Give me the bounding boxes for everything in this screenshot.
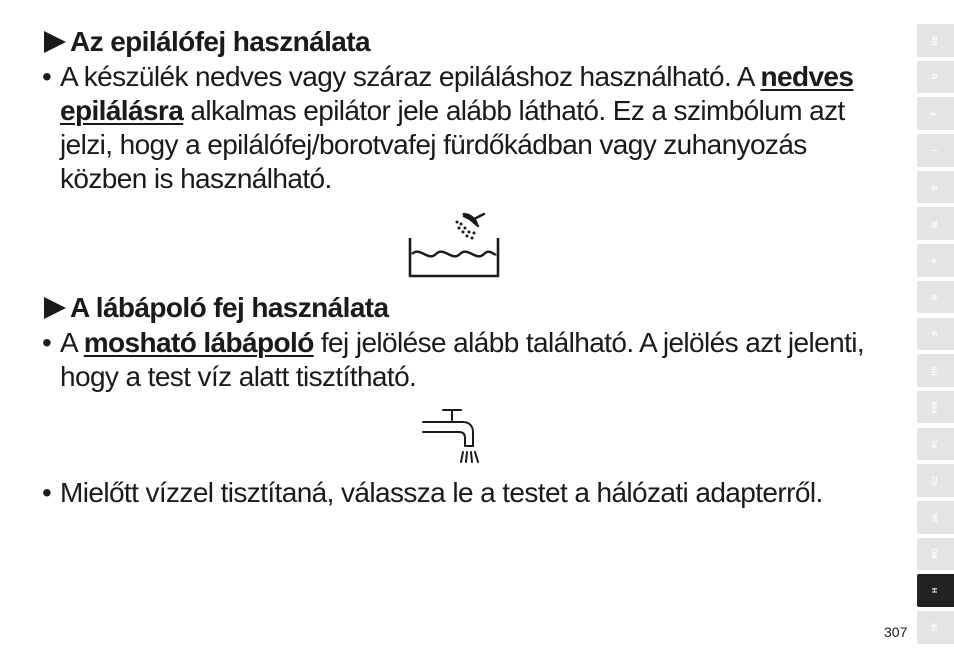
language-tab-h[interactable] — [917, 574, 954, 607]
water-tap-icon — [419, 406, 489, 466]
bullet-text-start: A készülék nedves vagy száraz epiláláshoz használható. A — [60, 61, 761, 92]
language-tab-label: TR — [932, 622, 939, 632]
language-tab-d[interactable] — [917, 61, 954, 94]
language-tab-nl[interactable] — [917, 207, 954, 240]
language-tab-label: E — [931, 184, 939, 190]
language-tab-label: F — [932, 111, 939, 116]
language-tab-label: N — [932, 294, 939, 300]
language-tab-label: DK — [932, 365, 939, 376]
language-tab-dk[interactable] — [917, 354, 954, 387]
emphasized-term: nedves epilálásra — [60, 61, 854, 126]
language-tab-sk[interactable] — [917, 501, 954, 534]
bullet-washable-foot-care — [44, 326, 894, 394]
bullet-text-start: A — [60, 327, 84, 358]
emphasized-term: mosható lábápoló — [83, 327, 314, 358]
language-tab-label: CZ — [932, 475, 939, 486]
language-tab-label: RO — [932, 548, 939, 560]
bullet-text: Mielőtt vízzel tisztítaná, válassza le a testet a hálózati adapterről. — [60, 477, 823, 508]
section-heading-text: Az epilálófej használata — [70, 26, 370, 57]
water-tap-symbol — [14, 406, 894, 466]
language-tab-label: S — [931, 331, 939, 337]
language-tab-f[interactable] — [917, 97, 954, 130]
triangle-right-icon — [44, 297, 66, 319]
language-tab-bar — [917, 24, 954, 648]
language-tab-gb[interactable] — [917, 24, 954, 57]
language-tab-i[interactable] — [917, 134, 954, 167]
language-tab-label: NL — [932, 219, 939, 229]
language-tab-label: I — [931, 149, 939, 152]
language-tab-label: P — [931, 258, 939, 263]
page-content — [44, 24, 894, 510]
language-tab-ro[interactable] — [917, 538, 954, 571]
language-tab-pl[interactable] — [917, 428, 954, 461]
language-tab-tr[interactable] — [917, 611, 954, 644]
language-tab-p[interactable] — [917, 244, 954, 277]
language-tab-label: GB — [932, 35, 939, 46]
bath-shower-icon — [406, 210, 502, 282]
language-tab-label: D — [932, 74, 939, 80]
bullet-dot: • — [42, 477, 52, 508]
language-tab-label: PL — [931, 439, 939, 449]
bath-shower-symbol — [14, 210, 894, 282]
section-heading-epilator — [44, 24, 894, 60]
language-tab-fin[interactable] — [917, 391, 954, 424]
language-tab-label: SK — [931, 512, 939, 523]
bullet-dot: • — [42, 327, 52, 358]
bullet-text-end: alkalmas epilátor jele alább látható. Ez a szimbólum azt jelzi, hogy a epilálófej/borotvafej fürdőkádban vagy zuhanyozás közben is használható. — [60, 95, 845, 194]
section-heading-text: A lábápoló fej használata — [70, 292, 389, 323]
language-tab-label: H — [932, 588, 939, 594]
triangle-right-icon — [44, 31, 66, 53]
bullet-wet-epilation — [44, 60, 894, 196]
language-tab-label: FIN — [932, 401, 939, 413]
language-tab-n[interactable] — [917, 281, 954, 314]
page-number: 307 — [884, 624, 908, 640]
bullet-disconnect-adapter — [44, 476, 894, 510]
language-tab-s[interactable] — [917, 318, 954, 351]
section-heading-foot-care — [44, 290, 894, 326]
language-tab-cz[interactable] — [917, 464, 954, 497]
bullet-text-end: fej jelölése alább található. A jelölés azt jelenti, hogy a test víz alatt tisztítható. — [60, 327, 865, 392]
bullet-dot: • — [42, 61, 52, 92]
language-tab-e[interactable] — [917, 171, 954, 204]
